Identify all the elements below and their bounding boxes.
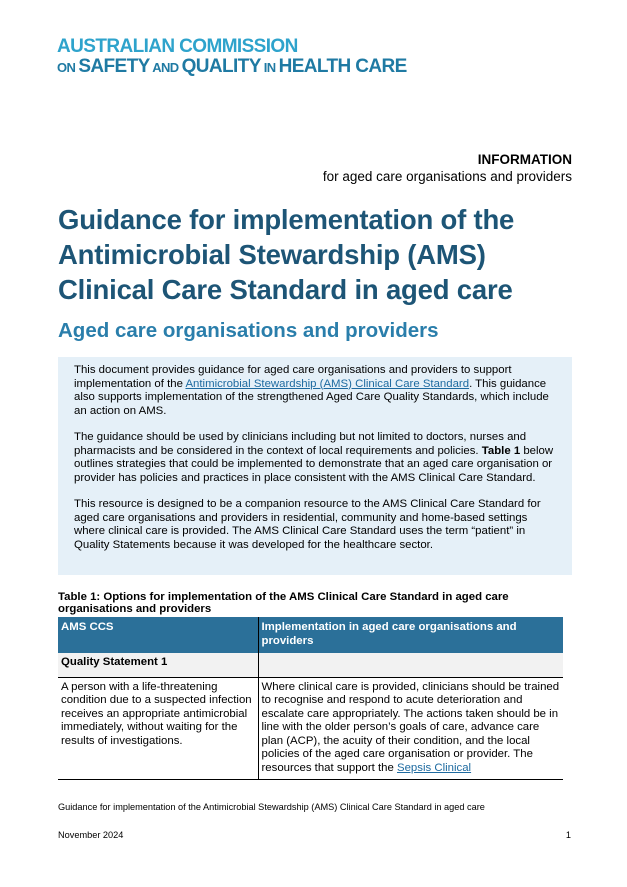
intro-box [58, 357, 572, 575]
info-title: INFORMATION [477, 152, 572, 167]
document-subtitle: Aged care organisations and providers [58, 319, 439, 342]
section-label: Quality Statement 1 [58, 653, 258, 677]
footer-title: Guidance for implementation of the Antimicrobial Stewardship (AMS) Clinical Care Standard in aged care [58, 802, 485, 812]
logo-word-in: IN [260, 60, 279, 75]
logo-line-2 [57, 57, 407, 76]
table-row [58, 677, 563, 780]
intro-paragraph-2: The guidance should be used by clinicians including but not limited to doctors, nurses and pharmacists and be considered in the context of local requirements and policies. Table 1 below outlines strategies that could be implemented to demonstrate that an aged care organisation or provider has policies and practices in place consistent with the AMS Clinical Care Standard. [74, 431, 554, 484]
statement-cell: A person with a life-threatening condition due to a suspected infection receives an appropriate antimicrobial immediately, without waiting for the results of investigations. [58, 677, 258, 780]
info-subtitle: for aged care organisations and providers [322, 169, 572, 184]
logo-word-on: ON [57, 60, 79, 75]
info-block [323, 152, 572, 185]
logo-word-and: AND [149, 60, 182, 75]
logo-word-health-care: HEALTH CARE [278, 56, 407, 77]
intro-paragraph-3: This resource is designed to be a companion resource to the AMS Clinical Care Standard for aged care organisations and providers in residential, community and home-based settings where clinical care is provided. The AMS Clinical Care Standard uses the term “patient” in Quality Statements because it was developed for the healthcare sector. [74, 498, 541, 551]
intro-paragraph-1: This document provides guidance for aged care organisations and providers to support implementation of the Antimicrobial Stewardship (AMS) Clinical Care Standard. This guidance also supports implementation of the strengthened Aged Care Quality Standards, which include an action on AMS. [74, 364, 549, 417]
implementation-table [58, 617, 563, 780]
document-title: Guidance for implementation of the Antimicrobial Stewardship (AMS) Clinical Care Standard in aged care [58, 204, 515, 305]
implementation-cell: Where clinical care is provided, clinicians should be trained to recognise and respond to acute deterioration and escalate care appropriately. The actions taken should be in line with the older person’s goals of care, advance care plan (ACP), the acuity of their condition, and the local policies of the aged care organisation or provider. The resources that support the Sepsis Clinical [258, 677, 563, 780]
section-row [58, 653, 563, 677]
footer-date: November 2024 [58, 830, 124, 840]
sepsis-standard-link[interactable]: Sepsis Clinical [397, 761, 472, 774]
section-empty-cell [258, 653, 563, 677]
commission-logo [57, 37, 407, 76]
page-number: 1 [565, 830, 571, 840]
header-ams-ccs: AMS CCS [58, 617, 258, 653]
logo-word-safety: SAFETY [78, 56, 150, 77]
table-caption: Table 1: Options for implementation of the AMS Clinical Care Standard in aged care organisations and providers [58, 591, 509, 615]
table-header-row [58, 617, 563, 653]
header-implementation: Implementation in aged care organisations and providers [258, 617, 563, 653]
table-1-reference: Table 1 [481, 444, 521, 457]
ams-standard-link[interactable]: Antimicrobial Stewardship (AMS) Clinical Care Standard [185, 377, 470, 390]
logo-word-quality: QUALITY [181, 56, 261, 77]
logo-line-1: AUSTRALIAN COMMISSION [57, 36, 298, 57]
